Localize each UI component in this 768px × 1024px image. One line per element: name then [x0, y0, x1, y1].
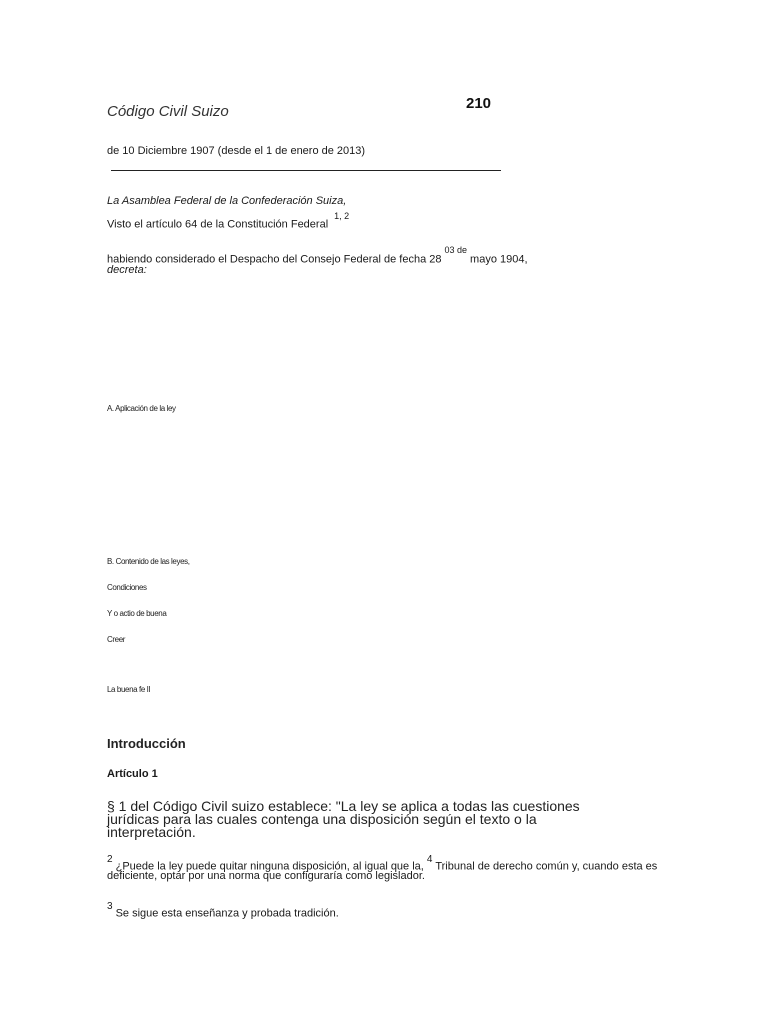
- footnote-2-text-b: Tribunal de derecho común y, cuando esta es deficiente, optar por una norma que configuraría como legislador.: [107, 860, 658, 882]
- horizontal-rule: [111, 170, 501, 171]
- section-heading: Introducción: [107, 736, 186, 751]
- margin-note-conditions: Condiciones: [107, 583, 147, 592]
- footnote-3-marker: 3: [107, 901, 113, 912]
- margin-note-content: B. Contenido de las leyes,: [107, 557, 190, 566]
- assembly-line: La Asamblea Federal de la Confederación Suiza,: [107, 195, 347, 207]
- habiendo-line: [107, 245, 528, 266]
- page-number: 210: [466, 95, 492, 112]
- document-title: Código Civil Suizo: [107, 103, 229, 120]
- margin-note-believe: Creer: [107, 635, 126, 644]
- footnote-3-text: Se sigue esta enseñanza y probada tradición.: [115, 907, 339, 920]
- visto-footnote-markers: 1, 2: [334, 211, 350, 221]
- visto-line: [107, 211, 350, 231]
- habiendo-superscript: 03 de: [444, 245, 468, 255]
- article-heading: Artículo 1: [107, 768, 158, 780]
- decreta-line: decreta:: [107, 264, 147, 276]
- footnote-2-marker: 2: [107, 854, 113, 865]
- footnote-2-text-a: ¿Puede la ley puede quitar ninguna disposición, al igual que la,: [115, 860, 424, 873]
- footnote-3: [107, 901, 339, 920]
- habiendo-text-a: habiendo considerado el Despacho del Consejo Federal de fecha 28: [107, 253, 442, 266]
- margin-note-application: A. Aplicación de la ley: [107, 404, 176, 413]
- margin-note-good-faith: Y o actio de buena: [107, 609, 167, 618]
- footnote-2: [107, 854, 667, 882]
- habiendo-text-b: mayo 1904,: [470, 253, 528, 266]
- footnote-4-marker: 4: [426, 854, 433, 865]
- visto-text: Visto el artículo 64 de la Constitución Federal: [107, 218, 329, 231]
- margin-note-good-faith-2: La buena fe II: [107, 685, 151, 694]
- date-line: de 10 Diciembre 1907 (desde el 1 de enero de 2013): [107, 145, 366, 157]
- article-paragraph-1: § 1 del Código Civil suizo establece: "La ley se aplica a todas las cuestiones jurídicas para las cuales contenga una disposición según el texto o la interpretación.: [107, 798, 580, 840]
